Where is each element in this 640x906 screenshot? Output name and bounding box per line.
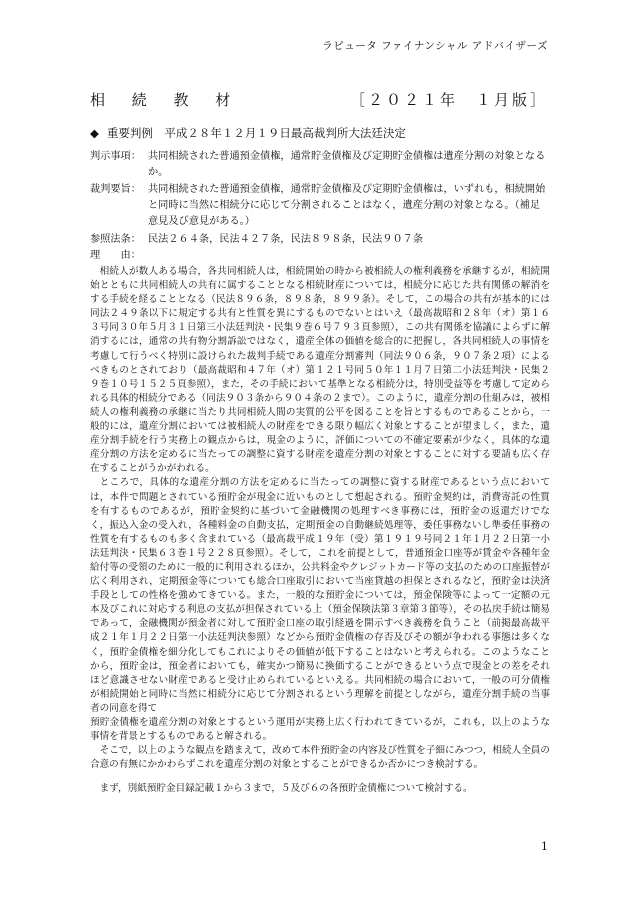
body-paragraph: まず，別紙預貯金目録記載１から３まで，５及び６の各預貯金債権について検討する。 [99,783,473,795]
diamond-bullet-icon: ◆ [90,126,99,140]
body-paragraph: 預貯金債権を遺産分割の対象とするという運用が実務上広く行われてきているが，これも，以上のような事情を背景とするものであると解される。 [90,717,550,743]
meta-summary-text: 共同相続された普通預金債権，通常貯金債権及び定期貯金債権は，いずれも，相続開始と同時に当然に相続分に応じて分割されることはなく，遺産分割の対象となる。（補足意見及び意見がある。） [148,184,546,227]
meta-laws [90,232,550,248]
meta-summary-label: 裁判要旨： [90,184,141,195]
meta-laws-text: 民法２６４条，民法４２７条，民法８９８条，民法９０７条 [148,234,424,245]
meta-summary [90,182,550,230]
section-heading [90,125,406,141]
document-title: 相 続 教 材 [90,91,242,109]
body-text [90,265,550,796]
meta-issue [90,149,550,181]
body-paragraph: ところで，具体的な遺産分割の方法を定めるに当たっての調整に資する財産であるという点においては，本件で問題とされている預貯金が現金に近いものとして想起される。預貯金契約は，消費寄託の性質を有するものであるが，預貯金契約に基づいて金融機関の処理すべき事務には，預貯金の返還だけでなく，振込入金の受入れ，各種料金の自動支払，定期預金の自動継続処理等，委任事務ないし準委任事務の性質を有するものも多く含まれている（最高裁平成１９年（受）第１９１９号同２１年１月２２日第一小法廷判決・民集６３巻１号２２８頁参照）。そして，これを前提として，普通預金口座等が賃金や各種年金給付等の受領のために一般的に利用されるほか，公共料金やクレジットカード等の支払のための口座振替が広く利用され，定期預金等についても総合口座取引において当座貸越の担保とされるなど，預貯金は決済手段としての性格を強めてきている。また，一般的な預貯金については，預金保険等によって一定額の元本及びこれに対応する利息の支払が担保されている上（預金保険法第３章第３節等），その払戻手続は簡易であって，金融機関が預金者に対して預貯金口座の取引経過を開示すべき義務を負うこと（前掲最高裁平成２１年１月２２日第一小法廷判決参照）などから預貯金債権の存否及びその額が争われる事態は多くなく，預貯金債権を細分化してもこれによりその価値が低下することはないと考えられる。このようなことから，預貯金は，預金者においても，確実かつ簡易に換価することができるという点で現金との差をそれほど意識させない財産であると受け止められているといえる。共同相続の場合において，一般の可分債権が相続開始と同時に当然に相続分に応じて分割されるという理解を前提としながら，遺産分割手続の当事者の同意を得て [90,477,550,714]
meta-laws-label: 参照法条： [90,234,141,245]
company-name: ラピュータ ファイナンシャル アドバイザーズ [322,40,548,52]
document-edition: ［２０２１年 １月版］ [349,91,548,109]
page-number: 1 [541,840,548,853]
meta-issue-label: 判示事項： [90,151,141,162]
meta-reason-label: 理 由： [90,250,141,261]
section-heading-text: 重要判例 平成２８年１２月１９日最高裁判所大法廷決定 [106,126,406,140]
body-paragraph: そこで，以上のような観点を踏まえて，改めて本件預貯金の内容及び性質を子細にみつつ，相続人全員の合意の有無にかかわらずこれを遺産分割の対象とすることができるか否かにつき検討する。 [90,745,550,771]
body-paragraph: 相続人が数人ある場合，各共同相続人は，相続開始の時から被相続人の権利義務を承継するが，相続開始とともに共同相続人の共有に属することとなる相続財産については，相続分に応じた共有関係の解消をする手続を経ることとなる（民法８９６条，８９８条，８９９条）。そして，この場合の共有が基本的には同法２４９条以下に規定する共有と性質を異にするものでないとはいえ（最高裁昭和２８年（オ）第１６３号同３０年５月３１日第三小法廷判決・民集９巻６号７９３頁参照），この共有関係を協議によらずに解消するには，通常の共有物分割訴訟ではなく，遺産全体の価値を総合的に把握し，各共同相続人の事情を考慮して行うべく特別に設けられた裁判手続である遺産分割審判（同法９０６条，９０７条２項）によるべきものとされており（最高裁昭和４７年（オ）第１２１号同５０年１１月７日第二小法廷判決・民集２９巻１０号１５２５頁参照），また，その手続において基準となる相続分は，特別受益等を考慮して定められる具体的相続分である（同法９０３条から９０４条の２まで）。このように，遺産分割の仕組みは，被相続人の権利義務の承継に当たり共同相続人間の実質的公平を図ることを旨とするものであることから，一般的には，遺産分割においては被相続人の財産をできる限り幅広く対象とすることが望ましく，また，遺産分割手続を行う実務上の観点からは，現金のように，評価についての不確定要素が少なく，具体的な遺産分割の方法を定めるに当たっての調整に資する財産を遺産分割の対象とすることに対する要請も広く存在することがうかがわれる。 [90,266,550,475]
meta-issue-text: 共同相続された普通預金債権，通常貯金債権及び定期貯金債権は遺産分割の対象となるか。 [148,151,546,178]
